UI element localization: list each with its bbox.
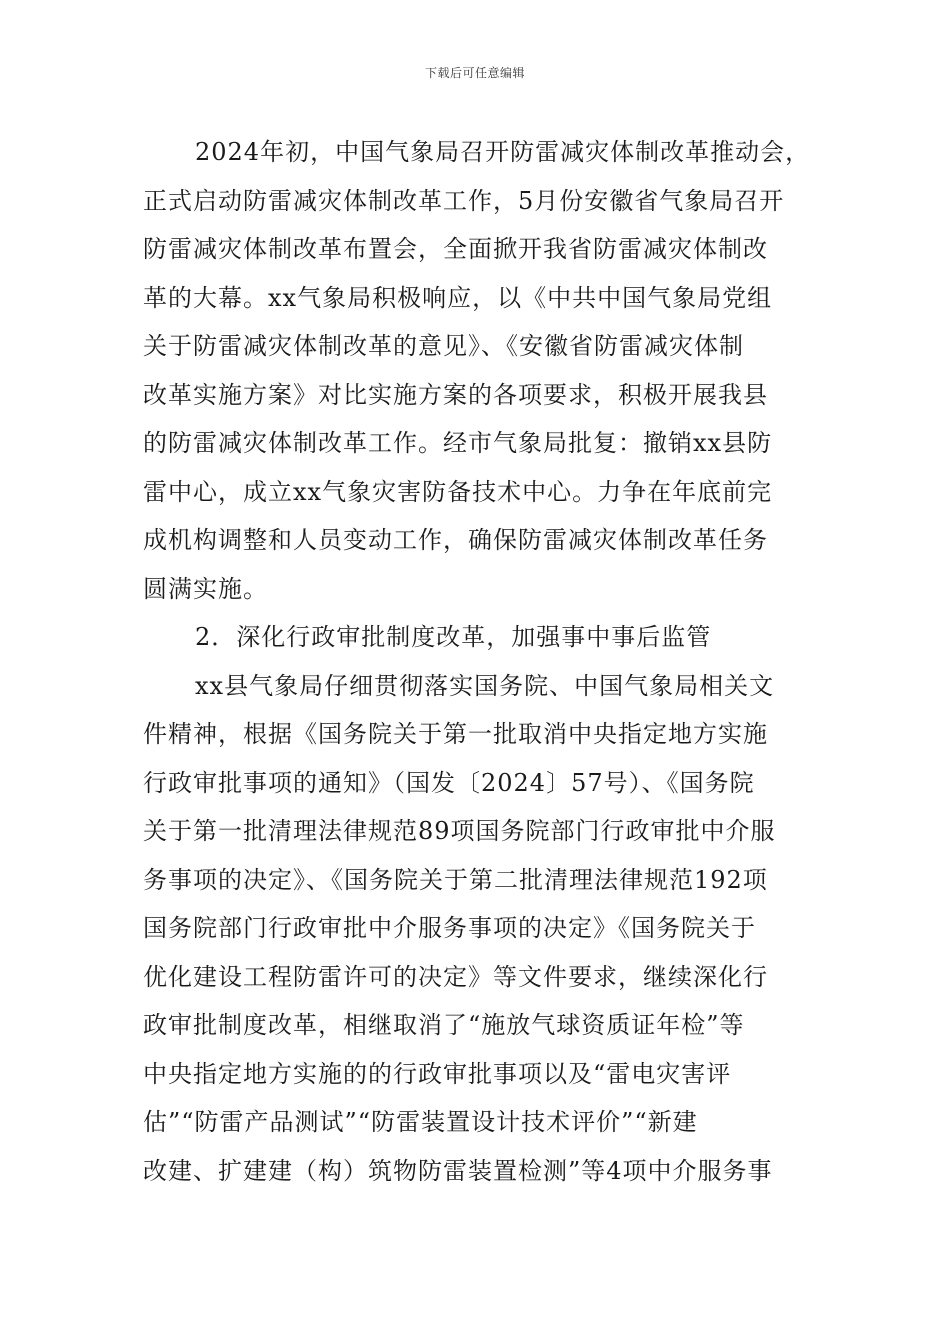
paragraph-2-line: 政审批制度改革，相继取消了“施放气球资质证年检”等 [143, 1011, 745, 1039]
paragraph-2-line: 务事项的决定》、《国务院关于第二批清理法律规范192项 [143, 865, 768, 894]
header-note: 下载后可任意编辑 [424, 66, 525, 80]
paragraph-2-line: 行政审批事项的通知》（国发〔2024〕57号）、《国务院 [143, 768, 755, 797]
paragraph-2-line: 中央指定地方实施的的行政审批事项以及“雷电灾害评 [143, 1059, 732, 1088]
paragraph-2-line: 优化建设工程防雷许可的决定》等文件要求，继续深化行 [143, 962, 768, 991]
paragraph-2-line: 件精神，根据《国务院关于第一批取消中央指定地方实施 [143, 720, 768, 748]
paragraph-2-line: 国务院部门行政审批中介服务事项的决定》《国务院关于 [143, 914, 756, 942]
paragraph-1-line: 成机构调整和人员变动工作，确保防雷减灾体制改革任务 [143, 526, 768, 554]
paragraph-1-line: 的防雷减灾体制改革工作。经市气象局批复：撤销xx县防 [143, 429, 773, 457]
paragraph-1-line: 正式启动防雷减灾体制改革工作，5月份安徽省气象局召开 [143, 186, 785, 215]
paragraph-2-line: 关于第一批清理法律规范89项国务院部门行政审批中介服 [143, 817, 776, 845]
paragraph-1-line: 2024年初，中国气象局召开防雷减灾体制改革推动会， [195, 138, 811, 166]
paragraph-2-line: 改建、扩建建（构）筑物防雷装置检测”等4项中介服务事 [143, 1156, 773, 1185]
document-body [143, 128, 813, 1195]
paragraph-1-line: 雷中心，成立xx气象灾害防备技术中心。力争在年底前完 [143, 477, 773, 506]
section-heading: 2．深化行政审批制度改革，加强事中事后监管 [195, 623, 712, 651]
paragraph-2-line: 估”“防雷产品测试”“防雷装置设计技术评价”“新建 [143, 1108, 698, 1136]
paragraph-1-line: 关于防雷减灾体制改革的意见》、《安徽省防雷减灾体制 [143, 332, 744, 360]
paragraph-1-line: 圆满实施。 [143, 574, 268, 603]
paragraph-1-line: 防雷减灾体制改革布置会，全面掀开我省防雷减灾体制改 [143, 235, 768, 263]
paragraph-2-line: xx县气象局仔细贯彻落实国务院、中国气象局相关文 [195, 671, 775, 700]
paragraph-1-line: 革的大幕。xx气象局积极响应，以《中共中国气象局党组 [143, 283, 773, 312]
paragraph-1-line: 改革实施方案》对比实施方案的各项要求，积极开展我县 [143, 380, 768, 409]
